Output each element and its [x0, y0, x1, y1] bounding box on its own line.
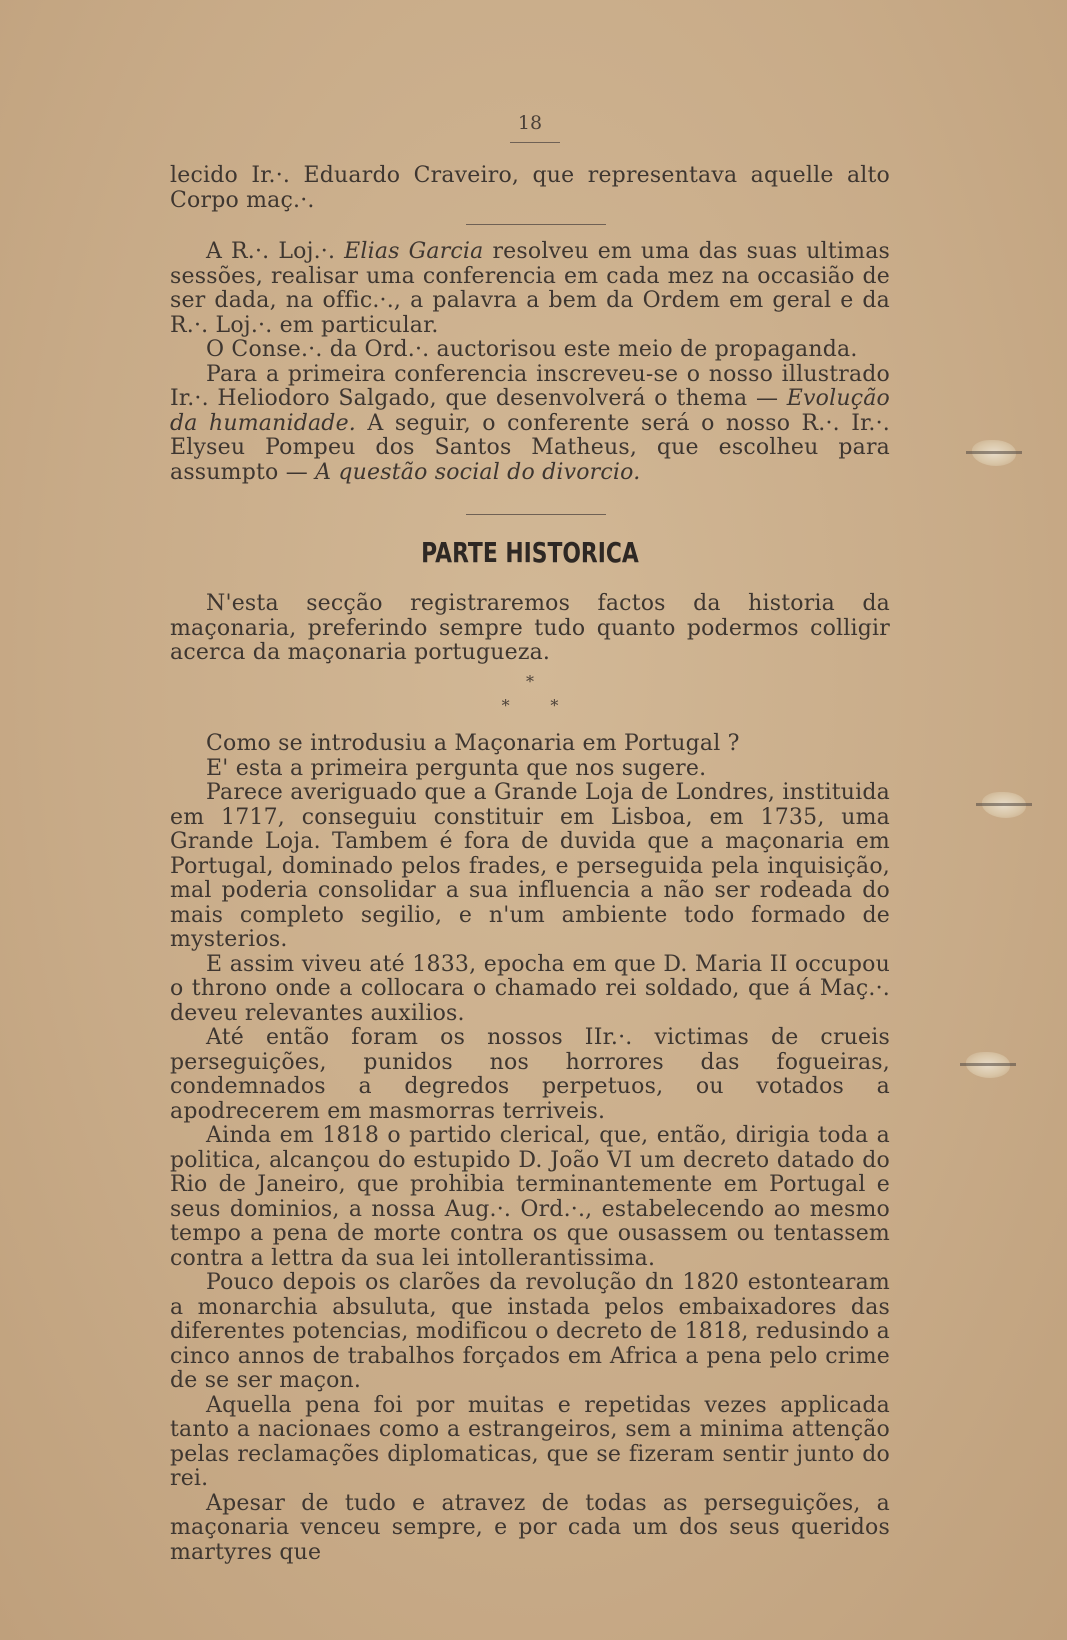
announcement-block	[170, 240, 890, 485]
history-paragraph-7: Apesar de tudo e atravez de todas as perseguições, a maçonaria venceu sempre, e por cada um dos seus queridos martyres que	[170, 1490, 890, 1565]
conference-paragraph	[170, 363, 890, 486]
history-paragraph-2: E assim viveu até 1833, epocha em que D. Maria II occupou o throno onde a collocara o chamado rei soldado, que á Maç.·. deveu relevantes auxilios.	[170, 951, 890, 1026]
loja-text: A R.·. Loj.·.	[206, 239, 345, 264]
loja-name: Elias Garcia	[344, 239, 484, 264]
section-heading: PARTE HISTORICA	[421, 536, 639, 569]
history-paragraph-5: Pouco depois os clarões da revolução dn 1820 estontearam a monarchia absuluta, que instada pelos embaixadores das diferentes potencias, modificou o decreto de 1818, redusindo a cinco annos de trabalhos forçados em Africa a pena pelo crime de se ser maçon.	[170, 1270, 890, 1393]
asterism-bottom: * *	[501, 696, 559, 715]
conference-text-mid: A seguir, o conferente será o nosso R.·. Ir.·. Elyseu Pompeu dos Santos Matheus, que escolheu para assumpto —	[170, 410, 890, 485]
history-paragraph-6: Aquella pena foi por muitas e repetidas vezes applicada tanto a nacionaes como a estrangeiros, sem a minima attenção pelas reclamações diplomaticas, que se fizeram sentir junto do rei.	[170, 1392, 890, 1491]
separator-rule	[466, 514, 606, 515]
conference-text: Para a primeira conferencia inscreveu-se o nosso illustrado Ir.·. Heliodoro Salgado, que desenvolverá o thema —	[170, 361, 890, 411]
subtitle-paragraph: E' esta a primeira pergunta que nos sugere.	[206, 755, 707, 781]
separator-rule	[466, 224, 606, 225]
paper-damage-mark	[972, 440, 1016, 466]
history-paragraph-3: Até então foram os nossos IIr.·. victimas de crueis perseguições, punidos nos horrores das fogueiras, condemnados a degredos perpetuos, ou votados a apodrecerem em masmorras terriveis.	[170, 1025, 890, 1124]
intro-block	[170, 164, 890, 213]
loja-text-rest: resolveu em uma das suas ultimas sessões, realisar uma conferencia em cada mez na occasião de ser dada, na offic.·., a palavra a bem da Ordem em geral e da R.·. Loj.·. em particular.	[170, 239, 891, 338]
conference-theme-2: A questão social do divorcio.	[315, 459, 641, 485]
question-paragraph: Como se introdusiu a Maçonaria em Portugal ?	[206, 731, 740, 756]
conference-theme-1: Evolução da humanidade.	[170, 386, 890, 436]
loja-paragraph	[170, 240, 890, 338]
book-page	[170, 0, 890, 1640]
section-intro-paragraph: N'esta secção registraremos factos da historia da maçonaria, preferindo sempre tudo quanto podermos colligir acerca da maçonaria portugueza.	[170, 591, 890, 665]
section-intro-block	[170, 592, 890, 666]
asterism-top: *	[526, 672, 534, 691]
page-number-rule	[510, 142, 560, 143]
paper-damage-mark	[966, 1052, 1010, 1078]
history-block	[170, 732, 890, 1565]
history-paragraph-4: Ainda em 1818 o partido clerical, que, então, dirigia toda a politica, alcançou do estupido D. João VI um decreto datado do Rio de Janeiro, que prohibia terminantemente em Portugal e seus dominios, a nossa Aug.·. Ord.·., estabelecendo ao mesmo tempo a pena de morte contra os que ousassem ou tentassem contra a lettra da sua lei intollerantissima.	[170, 1123, 890, 1271]
history-paragraph-1: Parece averiguado que a Grande Loja de Londres, instituida em 1717, conseguiu constituir em Lisboa, em 1735, uma Grande Loja. Tambem é fora de duvida que a maçonaria em Portugal, dominado pelos frades, e perseguida pela inquisição, mal poderia consolidar a sua influencia a não ser rodeada do mais completo segilio, e n'um ambiente todo formado de mysterios.	[170, 780, 890, 952]
continuation-paragraph: lecido Ir.·. Eduardo Craveiro, que representava aquelle alto Corpo maç.·.	[170, 163, 890, 213]
paper-damage-mark	[982, 792, 1026, 818]
conse-paragraph: O Conse.·. da Ord.·. auctorisou este meio de propaganda.	[206, 337, 858, 362]
page-number: 18	[517, 112, 543, 134]
